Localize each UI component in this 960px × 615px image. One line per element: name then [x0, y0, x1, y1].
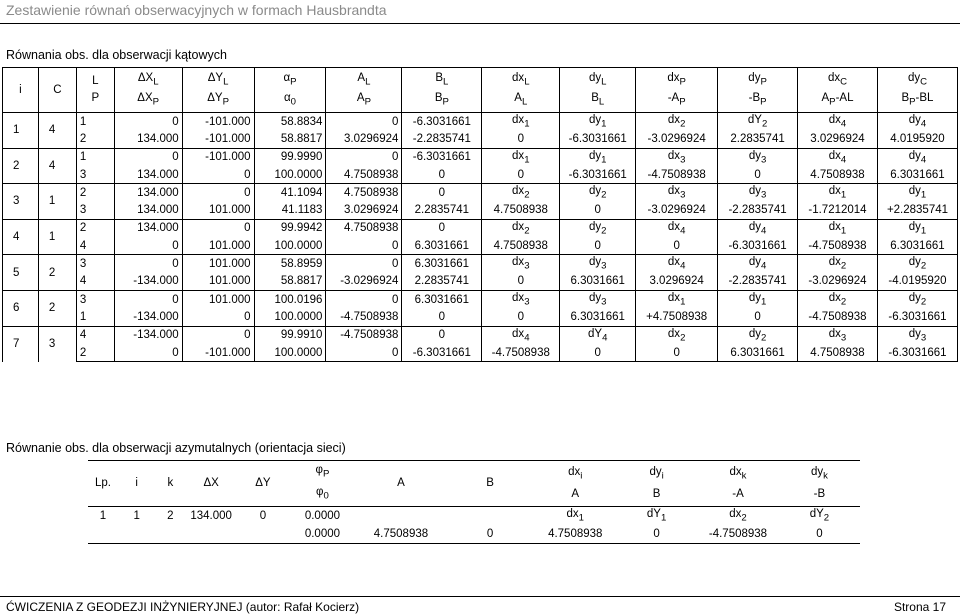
t1-cell: 0 — [718, 308, 798, 326]
t1-cell: -3.0296924 — [798, 273, 878, 291]
t1-cell-c: 4 — [38, 113, 76, 149]
t2-cell — [446, 506, 535, 525]
t1-cell: 0 — [182, 219, 254, 237]
t1-header-cell: $A_L$ $A_P$ — [326, 68, 402, 113]
t1-cell: -4.7508938 — [636, 166, 718, 184]
t2-header-cell: i — [118, 461, 156, 507]
t1-cell: 0 — [636, 344, 718, 362]
t1-cell: -4.7508938 — [326, 308, 402, 326]
t2-cell: 134.000 — [190, 509, 232, 522]
t1-cell: 0 — [114, 113, 182, 131]
t1-cell: 0 — [326, 113, 402, 131]
t1-cell-i: 4 — [3, 219, 39, 255]
t1-cell: 2.2835741 — [718, 130, 798, 148]
t1-cell-i: 6 — [3, 290, 39, 326]
t1-cell: 99.9910 — [254, 326, 326, 344]
t1-cell: 101.000 — [182, 273, 254, 291]
t1-row — [3, 130, 958, 148]
t1-cell: $dx_1$ — [798, 184, 878, 202]
t2-cell: $dx_1$ — [566, 507, 584, 524]
t1-cell: $dx_3$ — [482, 255, 560, 273]
footer-rule — [0, 596, 960, 597]
t1-cell: 99.9942 — [254, 219, 326, 237]
t1-cell: 4 — [76, 326, 114, 344]
page-header-title: Zestawienie równań obserwacyjnych w formach Hausbrandta — [6, 2, 387, 18]
t1-cell: 100.0196 — [254, 290, 326, 308]
t2-cell — [88, 525, 118, 544]
t2-cell: $dY_2$ — [809, 507, 830, 524]
t1-cell: -6.3031661 — [402, 113, 482, 131]
t1-cell: $dx_1$ — [636, 290, 718, 308]
t2-cell: 0 — [779, 525, 860, 544]
t2-header-cell: ΔX — [185, 461, 237, 507]
t2-row — [88, 525, 860, 544]
t1-cell: 6.3031661 — [402, 290, 482, 308]
t1-cell: $dy_4$ — [718, 255, 798, 273]
t1-row — [3, 308, 958, 326]
t1-cell: 58.8959 — [254, 255, 326, 273]
t1-cell: 134.000 — [114, 130, 182, 148]
t1-row — [3, 273, 958, 291]
t1-cell: 0 — [326, 237, 402, 255]
t1-cell: -6.3031661 — [718, 237, 798, 255]
t1-cell: -134.000 — [114, 326, 182, 344]
t1-row — [3, 255, 958, 273]
t2-cell: -4.7508938 — [697, 525, 779, 544]
t1-cell-c: 3 — [38, 326, 76, 362]
t1-cell: $dx_2$ — [798, 255, 878, 273]
t1-cell: -134.000 — [114, 273, 182, 291]
t1-cell: -134.000 — [114, 308, 182, 326]
t1-cell-i: 3 — [3, 184, 39, 220]
t1-cell-c: 1 — [38, 184, 76, 220]
t1-cell: $dy_1$ — [877, 184, 957, 202]
header-rule — [0, 23, 960, 24]
t1-cell: 100.0000 — [254, 344, 326, 362]
t1-cell: 100.0000 — [254, 237, 326, 255]
t1-cell: 0 — [326, 344, 402, 362]
t1-header-cell: $B_L$ $B_P$ — [402, 68, 482, 113]
t1-header-cell: $dx_C$ $A_P-AL$ — [798, 68, 878, 113]
t1-cell: 3 — [76, 166, 114, 184]
t1-row — [3, 148, 958, 166]
t1-cell: 6.3031661 — [560, 308, 636, 326]
t1-cell: 134.000 — [114, 166, 182, 184]
t2-cell: 4.7508938 — [356, 525, 446, 544]
t1-cell: $dy_3$ — [560, 255, 636, 273]
t1-cell: $dx_3$ — [798, 326, 878, 344]
t1-cell: -4.0195920 — [877, 273, 957, 291]
t1-cell: $dy_2$ — [560, 184, 636, 202]
t1-header-cell: $dx_P$ $-A_P$ — [636, 68, 718, 113]
t2-cell: $dx_2$ — [729, 507, 747, 524]
t1-cell: -3.0296924 — [636, 130, 718, 148]
t1-cell: 58.8817 — [254, 130, 326, 148]
t1-cell: 58.8817 — [254, 273, 326, 291]
t1-cell: $dx_2$ — [636, 113, 718, 131]
t1-cell: -6.3031661 — [402, 148, 482, 166]
t1-cell: 0 — [182, 166, 254, 184]
t1-cell: 1 — [76, 308, 114, 326]
t1-cell: 101.000 — [182, 255, 254, 273]
t1-cell: 4.7508938 — [482, 201, 560, 219]
t1-cell: 101.000 — [182, 290, 254, 308]
t1-cell: $dy_3$ — [877, 326, 957, 344]
t2-header-cell: B — [446, 461, 535, 507]
t1-row — [3, 344, 958, 362]
t1-cell: $dy_3$ — [718, 148, 798, 166]
t2-header-cell: $\varphi_P$ $\varphi_0$ — [289, 461, 357, 507]
t1-cell: $dx_2$ — [482, 184, 560, 202]
t1-cell: 4 — [76, 273, 114, 291]
t1-cell: 4.7508938 — [482, 237, 560, 255]
t1-cell: 3.0296924 — [326, 201, 402, 219]
t1-cell: 41.1094 — [254, 184, 326, 202]
t1-cell: 134.000 — [114, 219, 182, 237]
t1-cell: 6.3031661 — [560, 273, 636, 291]
t1-cell: 4.7508938 — [326, 166, 402, 184]
t1-cell: 0 — [182, 326, 254, 344]
t1-cell: $dy_4$ — [877, 113, 957, 131]
t1-cell: 6.3031661 — [402, 237, 482, 255]
t1-cell: 2 — [76, 130, 114, 148]
t1-cell: 4.7508938 — [326, 219, 402, 237]
footer-page-number: Strona 17 — [893, 600, 946, 614]
t1-row — [3, 237, 958, 255]
t1-cell-i: 5 — [3, 255, 39, 291]
t1-cell: 0 — [560, 237, 636, 255]
t1-cell: 58.8834 — [254, 113, 326, 131]
t1-cell: -4.7508938 — [798, 308, 878, 326]
t2-cell: 1 — [133, 509, 140, 522]
t1-cell: $dY_2$ — [718, 113, 798, 131]
t1-row — [3, 113, 958, 131]
t1-cell: $dx_2$ — [482, 219, 560, 237]
t2-header-cell: A — [356, 461, 446, 507]
t2-cell — [185, 525, 237, 544]
t1-cell: $dy_3$ — [560, 290, 636, 308]
t1-cell: 0 — [326, 290, 402, 308]
t1-cell: 3.0296924 — [326, 130, 402, 148]
t1-cell: -101.000 — [182, 344, 254, 362]
t2-cell: 4.7508938 — [534, 525, 616, 544]
t1-cell: $dy_1$ — [718, 290, 798, 308]
t1-cell: $dy_3$ — [718, 184, 798, 202]
t1-cell: $dx_3$ — [636, 184, 718, 202]
t1-cell: 0 — [114, 237, 182, 255]
t1-cell: 3 — [76, 201, 114, 219]
t1-row — [3, 290, 958, 308]
t2-cell — [118, 525, 156, 544]
t1-cell: $dx_1$ — [798, 219, 878, 237]
t1-cell: 0 — [114, 255, 182, 273]
t1-cell: 0 — [482, 308, 560, 326]
t1-cell: 0 — [326, 255, 402, 273]
t1-header-cell: $dx_L$ $A_L$ — [482, 68, 560, 113]
t1-cell: 0 — [402, 219, 482, 237]
t1-cell: 2.2835741 — [402, 273, 482, 291]
t1-cell: 0 — [560, 201, 636, 219]
t1-cell: 4.7508938 — [798, 344, 878, 362]
t2-cell: 0.0000 — [304, 509, 341, 522]
t1-cell: 0 — [326, 148, 402, 166]
t1-cell: 4 — [76, 237, 114, 255]
t1-header-cell: $\Delta Y_L$ $\Delta Y_P$ — [182, 68, 254, 113]
t1-cell: -2.2835741 — [402, 130, 482, 148]
t1-cell: $dx_4$ — [636, 219, 718, 237]
t2-row — [88, 506, 860, 525]
t2-cell: 2 — [167, 509, 174, 522]
t1-cell-i: 7 — [3, 326, 39, 362]
t1-cell: $dy_2$ — [718, 326, 798, 344]
t1-cell-i: 1 — [3, 113, 39, 149]
t1-cell: -6.3031661 — [402, 344, 482, 362]
t2-cell — [237, 525, 289, 544]
t1-cell: -6.3031661 — [877, 308, 957, 326]
t1-cell-c: 2 — [38, 290, 76, 326]
t1-cell: 0 — [114, 290, 182, 308]
t1-cell: 0 — [482, 130, 560, 148]
t1-row — [3, 326, 958, 344]
t1-cell: $dy_1$ — [560, 148, 636, 166]
t1-cell: 0 — [114, 148, 182, 166]
t1-cell: -101.000 — [182, 130, 254, 148]
t1-cell: $dy_1$ — [560, 113, 636, 131]
t1-cell: 100.0000 — [254, 166, 326, 184]
t1-cell: 3 — [76, 290, 114, 308]
t1-cell: $dx_2$ — [798, 290, 878, 308]
t1-cell: 4.7508938 — [326, 184, 402, 202]
t2-cell: 1 — [99, 509, 107, 522]
t1-cell: 0 — [402, 326, 482, 344]
t1-cell: +4.7508938 — [636, 308, 718, 326]
t2-header-cell: $dx_k$ -A — [697, 461, 779, 507]
t1-cell: -6.3031661 — [560, 166, 636, 184]
t1-header-cell: $\Delta X_L$ $\Delta X_P$ — [114, 68, 182, 113]
t2-cell — [155, 525, 185, 544]
t1-cell: 101.000 — [182, 201, 254, 219]
t1-cell: -3.0296924 — [636, 201, 718, 219]
t1-cell: 134.000 — [114, 184, 182, 202]
t1-cell: 1 — [76, 148, 114, 166]
t1-cell: -4.7508938 — [798, 237, 878, 255]
t1-cell: 4.7508938 — [798, 166, 878, 184]
section-title-angular: Równania obs. dla obserwacji kątowych — [6, 48, 227, 62]
t1-cell: $dx_3$ — [482, 290, 560, 308]
t1-header-cell: L P — [76, 68, 114, 113]
t1-cell: -101.000 — [182, 113, 254, 131]
t1-cell: 6.3031661 — [877, 166, 957, 184]
t1-cell: 4.0195920 — [877, 130, 957, 148]
t1-cell: 101.000 — [182, 237, 254, 255]
t2-cell: 0 — [259, 509, 267, 522]
t1-cell: +2.2835741 — [877, 201, 957, 219]
t1-header-cell: C — [38, 68, 76, 113]
t1-cell: 0 — [182, 184, 254, 202]
t1-cell: 134.000 — [114, 201, 182, 219]
t1-cell: 3.0296924 — [798, 130, 878, 148]
t2-cell: $dY_1$ — [646, 507, 667, 524]
t1-header-cell: $dy_L$ $B_L$ — [560, 68, 636, 113]
t1-cell: -2.2835741 — [718, 273, 798, 291]
t1-cell: -4.7508938 — [326, 326, 402, 344]
t1-cell: 0 — [482, 273, 560, 291]
t2-cell: 0 — [616, 525, 697, 544]
t1-cell: $dx_4$ — [798, 113, 878, 131]
t1-row — [3, 166, 958, 184]
t1-cell: $dy_2$ — [560, 219, 636, 237]
t1-header-cell: $dy_P$ $-B_P$ — [718, 68, 798, 113]
footer-course: ĆWICZENIA Z GEODEZJI INŻYNIERYJNEJ (autor: Rafał Kocierz) — [6, 600, 360, 614]
t1-cell: $dy_2$ — [877, 290, 957, 308]
t2-cell: 0 — [446, 525, 535, 544]
t2-header-cell: ΔY — [237, 461, 289, 507]
t1-cell: $dy_1$ — [877, 219, 957, 237]
t1-cell: 99.9990 — [254, 148, 326, 166]
t1-cell: -6.3031661 — [877, 344, 957, 362]
t2-cell: 0.0000 — [289, 525, 357, 544]
t1-cell: $dx_1$ — [482, 148, 560, 166]
t1-cell: -3.0296924 — [326, 273, 402, 291]
t1-cell: 100.0000 — [254, 308, 326, 326]
t1-cell: -6.3031661 — [560, 130, 636, 148]
t1-cell: 0 — [402, 166, 482, 184]
t1-cell: $dx_2$ — [636, 326, 718, 344]
t2-header-cell: k — [155, 461, 185, 507]
t1-cell: 2 — [76, 344, 114, 362]
t1-header-cell: $dy_C$ $B_P-BL$ — [877, 68, 957, 113]
t1-header-cell: i — [3, 68, 39, 113]
t1-row — [3, 184, 958, 202]
section-title-azimuth: Równanie obs. dla obserwacji azymutalnych (orientacja sieci) — [6, 441, 346, 455]
t1-cell: 0 — [482, 166, 560, 184]
t1-cell-c: 4 — [38, 148, 76, 184]
t1-cell: $dx_4$ — [482, 326, 560, 344]
t1-cell: -2.2835741 — [718, 201, 798, 219]
t1-cell: 0 — [114, 344, 182, 362]
t1-header-cell: $\alpha_P$ $\alpha_0$ — [254, 68, 326, 113]
t1-cell: 0 — [402, 184, 482, 202]
t1-cell: 2 — [76, 219, 114, 237]
angular-observations-table — [2, 67, 958, 362]
t1-cell-i: 2 — [3, 148, 39, 184]
t1-cell: 0 — [402, 308, 482, 326]
t1-row — [3, 201, 958, 219]
t1-cell: 0 — [182, 308, 254, 326]
t1-cell: $dy_4$ — [877, 148, 957, 166]
t1-cell: 3.0296924 — [636, 273, 718, 291]
t1-cell: -1.7212014 — [798, 201, 878, 219]
t1-cell: 6.3031661 — [718, 344, 798, 362]
t2-cell — [356, 506, 446, 525]
t1-cell: $dy_4$ — [718, 219, 798, 237]
t1-cell: -101.000 — [182, 148, 254, 166]
t1-cell: $dx_4$ — [636, 255, 718, 273]
t1-cell: $dx_1$ — [482, 113, 560, 131]
t1-cell: 2 — [76, 184, 114, 202]
azimuth-observations-table — [88, 460, 860, 544]
t1-cell: 0 — [718, 166, 798, 184]
t1-cell: -4.7508938 — [482, 344, 560, 362]
t1-cell: 6.3031661 — [402, 255, 482, 273]
t1-cell: $dx_4$ — [798, 148, 878, 166]
t1-cell: 0 — [560, 344, 636, 362]
t1-cell: 41.1183 — [254, 201, 326, 219]
t1-cell: $dY_4$ — [560, 326, 636, 344]
t2-header-cell: $dx_i$ A — [534, 461, 616, 507]
t1-cell: 1 — [76, 113, 114, 131]
t1-cell: 6.3031661 — [877, 237, 957, 255]
t1-cell: 3 — [76, 255, 114, 273]
t1-cell: 2.2835741 — [402, 201, 482, 219]
t1-cell-c: 1 — [38, 219, 76, 255]
t1-cell: $dy_2$ — [877, 255, 957, 273]
t2-header-cell: $dy_k$ -B — [779, 461, 860, 507]
t2-header-cell: $dy_i$ B — [616, 461, 697, 507]
t1-cell: 0 — [636, 237, 718, 255]
t1-cell: $dx_3$ — [636, 148, 718, 166]
t1-row — [3, 219, 958, 237]
t1-cell-c: 2 — [38, 255, 76, 291]
t2-header-cell: Lp. — [88, 461, 118, 507]
